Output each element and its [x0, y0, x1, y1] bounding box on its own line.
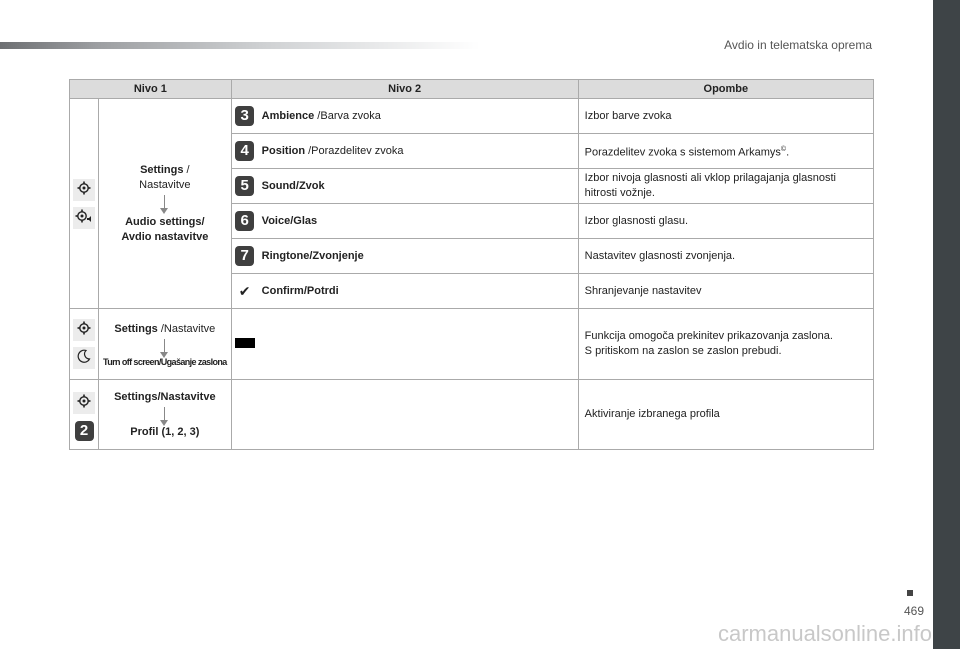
column-header-opombe: Opombe [578, 80, 873, 99]
level2-bold: Ringtone/Zvonjenje [261, 250, 364, 262]
table-header-row [70, 80, 874, 99]
note-line: Funkcija omogoča prekinitev prikazovanja zaslona. [584, 330, 833, 342]
level2-ringtone [258, 239, 579, 274]
level1-audio-settings [99, 99, 232, 309]
settings-table [69, 79, 874, 450]
badge-cell [231, 169, 258, 204]
badge-cell-empty [231, 380, 258, 450]
note-cell: Aktiviranje izbranega profila [578, 380, 873, 450]
settings-separator: / [183, 163, 190, 176]
level1-icons-audio [70, 99, 99, 309]
note-cell: Nastavitev glasnosti zvonjenja. [578, 239, 873, 274]
note-line: S pritiskom na zaslon se zaslon prebudi. [584, 345, 782, 357]
right-sidebar-bar [933, 0, 960, 649]
column-header-nivo2: Nivo 2 [231, 80, 578, 99]
level1-screen-settings [99, 309, 232, 380]
level2-bold: Sound/Zvok [261, 180, 325, 192]
number-badge: 6 [235, 211, 254, 231]
screen-off-icon [235, 338, 255, 348]
column-header-nivo1: Nivo 1 [70, 80, 232, 99]
level1-icons-screen [70, 309, 99, 380]
level2-bold: Confirm/Potrdi [261, 285, 339, 297]
profile-label: Profil (1, 2, 3) [130, 425, 200, 438]
level2-confirm [258, 274, 579, 309]
level2-ambience [258, 99, 579, 134]
level2-sound [258, 169, 579, 204]
level2-empty [258, 380, 579, 450]
settings-label: Settings [140, 163, 184, 176]
gear-icon [73, 392, 95, 414]
note-end: . [786, 146, 790, 159]
level1-profile-settings [99, 380, 232, 450]
page-number: 469 [903, 604, 924, 618]
audio-settings-label: Audio settings/ [125, 215, 205, 228]
number-badge: 2 [75, 421, 94, 441]
note-cell: Izbor nivoja glasnosti ali vklop prilagajanja glasnosti hitrosti vožnje. [578, 169, 873, 204]
table-row [70, 380, 874, 450]
settings-label: Settings [114, 322, 158, 335]
arrow-down-icon [164, 339, 165, 353]
badge-cell [231, 239, 258, 274]
turn-off-screen-label: Turn off screen/Ugašanje zaslona [103, 356, 227, 367]
level2-bold: Position [261, 145, 306, 157]
arrow-down-icon [164, 195, 165, 209]
note-cell: Izbor barve zvoka [578, 99, 873, 134]
table-row [70, 309, 874, 380]
badge-cell [231, 99, 258, 134]
badge-cell [231, 204, 258, 239]
level1-icons-profile [70, 380, 99, 450]
note-cell: Shranjevanje nastavitev [578, 274, 873, 309]
note-cell: Izbor glasnosti glasu. [578, 204, 873, 239]
gear-speaker-icon [73, 207, 95, 229]
level2-rest: /Porazdelitev zvoka [305, 145, 404, 157]
table-row [70, 99, 874, 134]
settings-sub-label: /Nastavitve [157, 322, 216, 335]
settings-sub-label: Nastavitve [139, 178, 191, 191]
audio-settings-label-sl: Avdio nastavitve [121, 230, 209, 243]
page-marker [907, 590, 913, 596]
number-badge: 4 [235, 141, 254, 161]
moon-icon [73, 347, 95, 369]
note-text: Porazdelitev zvoka s sistemom Arkamys [584, 146, 781, 159]
gear-icon [73, 319, 95, 341]
level2-bold: Ambience [261, 110, 315, 122]
badge-cell [231, 134, 258, 169]
level2-bold: Voice/Glas [261, 215, 318, 227]
header-strip [0, 42, 480, 49]
level2-empty [258, 309, 579, 380]
number-badge: 7 [235, 246, 254, 266]
number-badge: 5 [235, 176, 254, 196]
settings-label: Settings/Nastavitve [114, 390, 216, 403]
copyright-mark: © [780, 145, 787, 153]
level2-voice [258, 204, 579, 239]
badge-cell [231, 309, 258, 380]
level2-position [258, 134, 579, 169]
section-title: Avdio in telematska oprema [724, 38, 872, 52]
note-cell [578, 309, 873, 380]
checkmark-icon: ✔ [238, 282, 251, 299]
badge-cell [231, 274, 258, 309]
note-cell [578, 134, 873, 169]
gear-icon [73, 179, 95, 201]
arrow-down-icon [164, 407, 165, 421]
level2-rest: /Barva zvoka [314, 110, 381, 122]
number-badge: 3 [235, 106, 254, 126]
watermark: carmanualsonline.info [717, 621, 932, 646]
